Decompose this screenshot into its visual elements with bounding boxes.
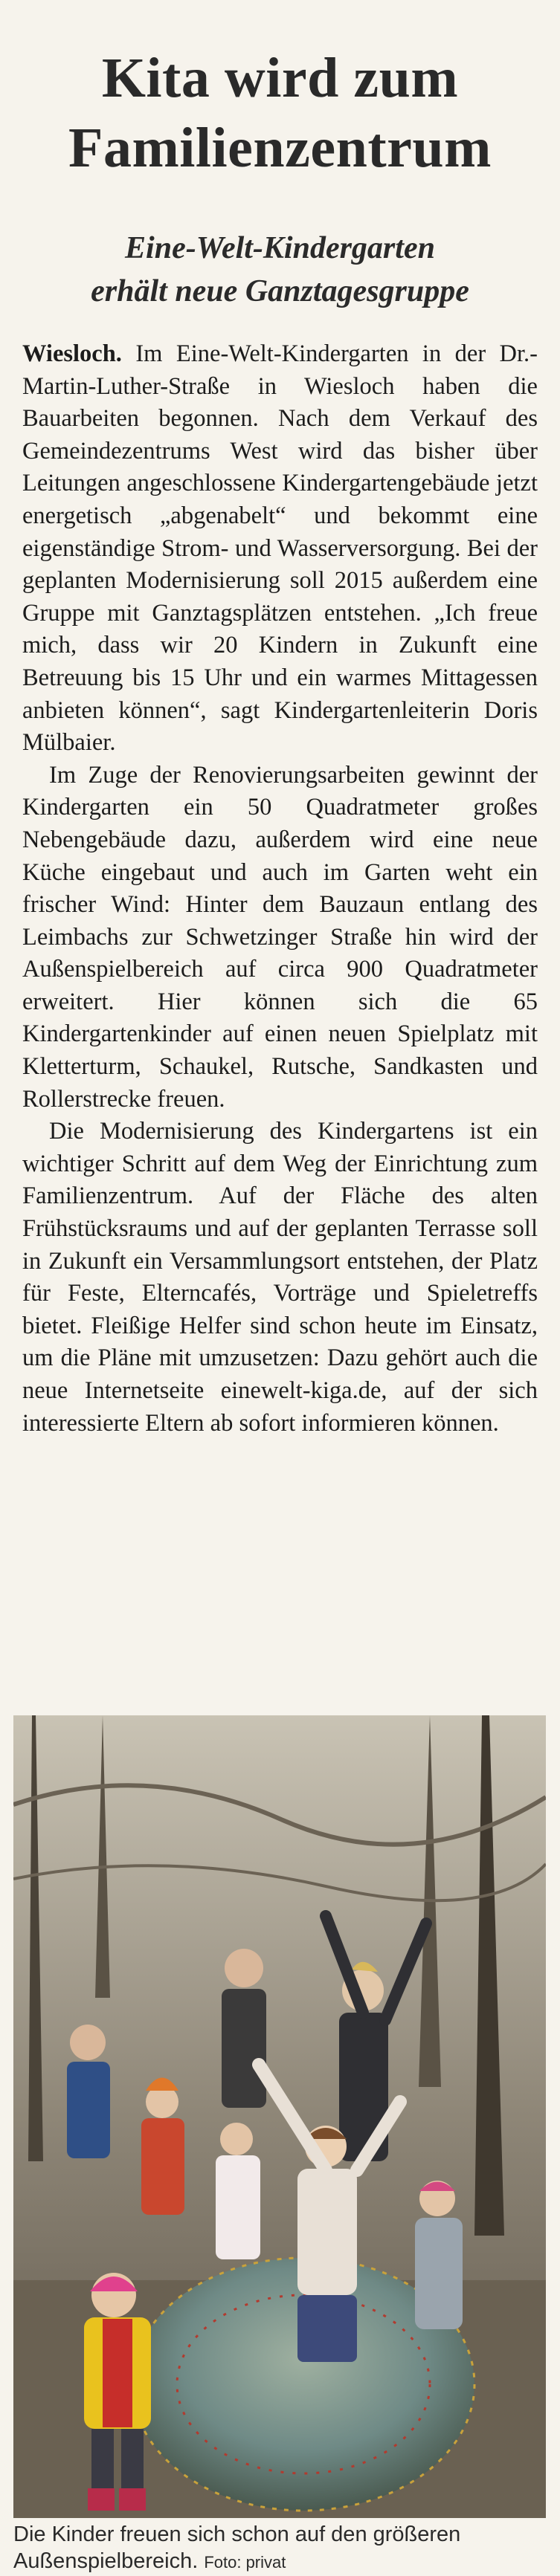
headline-line-2: Familienzentrum: [68, 117, 492, 179]
caption-text: Die Kinder freuen sich schon auf den größeren Außenspielbereich.: [13, 2522, 461, 2573]
dateline: Wiesloch.: [22, 340, 122, 367]
headline: [15, 43, 545, 183]
article-photo: [13, 1715, 546, 2518]
subheadline-line-2: erhält neue Ganztagesgruppe: [91, 274, 469, 308]
paragraph-1-text: Im Eine-Welt-Kindergarten in der Dr.-Martin-Luther-Straße in Wiesloch haben die Bauarbeiten begonnen. Nach dem Verkauf des Gemeindezentrums West wird das bisher über Leitungen angeschlossene Kindergartengebäude jetzt energetisch „abgenabelt“ und bekommt eine eigenständige Strom- und Wasserversorgung. Bei der geplanten Modernisierung soll 2015 außerdem eine Gruppe mit Ganztagsplätzen entstehen. „Ich freue mich, dass wir 20 Kindern in Zukunft eine Betreuung bis 15 Uhr und ein warmes Mittagessen anbieten können“, sagt Kindergartenleiterin Doris Mülbaier.: [22, 340, 538, 757]
photo-children-playground: [13, 1715, 546, 2518]
headline-line-1: Kita wird zum: [101, 47, 459, 109]
subheadline: [15, 227, 545, 313]
photo-caption: [13, 2521, 546, 2576]
photo-credit: Foto: privat: [204, 2553, 286, 2572]
paragraph-2: Im Zuge der Renovierungsarbeiten gewinnt der Kindergarten ein 50 Quadratmeter großes Nebengebäude dazu, außerdem wird eine neue Küche eingebaut und auch im Garten weht ein frischer Wind: Hinter dem Bauzaun entlang des Leimbachs zur Schwetzinger Straße hin wird der Außenspielbereich auf circa 900 Quadratmeter erweitert. Hier können sich die 65 Kindergartenkinder auf einen neuen Spielplatz mit Kletterturm, Schaukel, Rutsche, Sandkasten und Rollerstrecke freuen.: [22, 761, 538, 1113]
article-body: [22, 338, 538, 1440]
subheadline-line-1: Eine-Welt-Kindergarten: [125, 231, 435, 265]
paragraph-1: [22, 338, 538, 760]
paragraph-3: Die Modernisierung des Kindergartens ist ein wichtiger Schritt auf dem Weg der Einrichtung zum Familienzentrum. Auf der Fläche des alten Frühstücksraums und auf der geplanten Terrasse soll in Zukunft ein Versammlungsort entstehen, der Platz für Feste, Elterncafés, Vorträge und Spieletreffs bietet. Fleißige Helfer sind schon heute im Einsatz, um die Pläne mit umzusetzen: Dazu gehört auch die neue Internetseite einewelt-kiga.de, auf der sich interessierte Eltern ab sofort informieren können.: [22, 1118, 538, 1437]
